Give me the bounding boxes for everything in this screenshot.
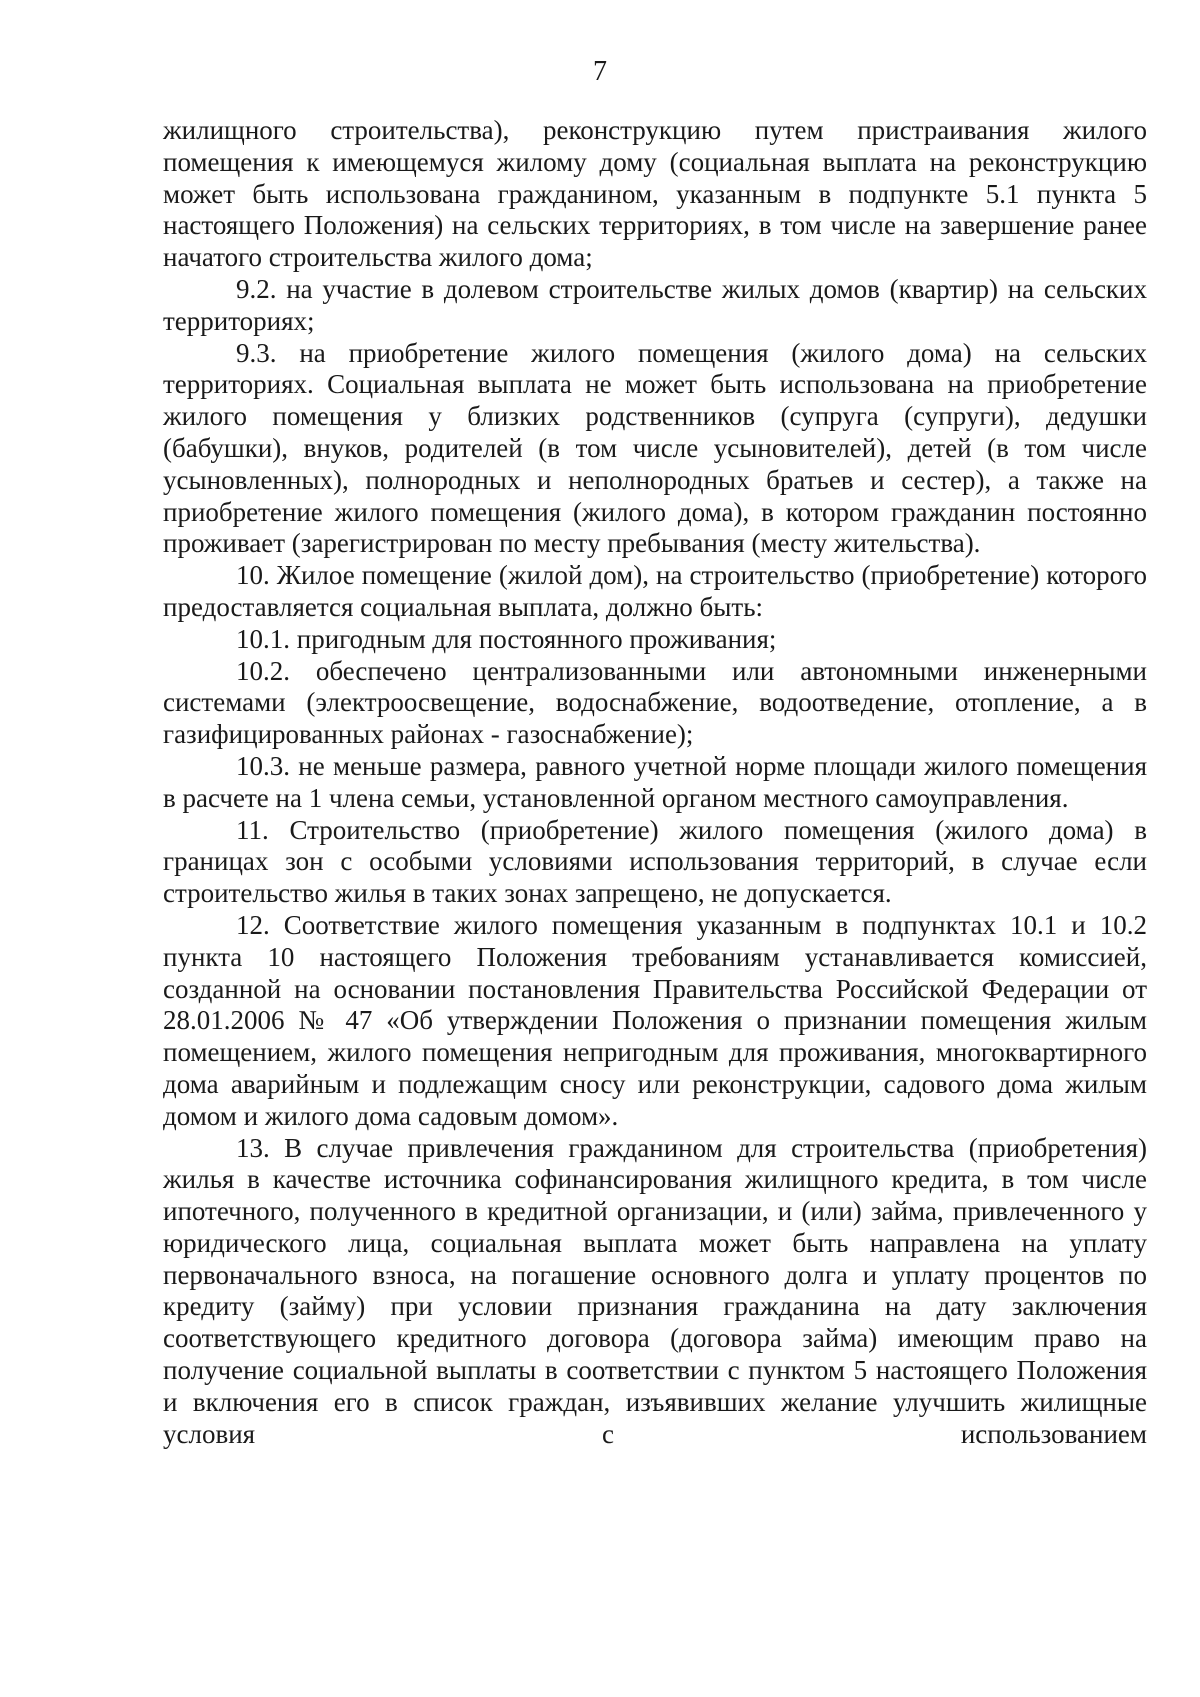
paragraph-9-3: 9.3. на приобретение жилого помещения (жилого дома) на сельских территориях. Социальная выплата не может быть использована на приобретение жилого помещения у близких родственников (супруга (супруги), дедушки (бабушки), внуков, родителей (в том числе усыновителей), детей (в том числе усыновленных), полнородных и неполнородных братьев и сестер), а также на приобретение жилого помещения (жилого дома), в котором гражданин постоянно проживает (зарегистрирован по месту пребывания (месту жительства). [163,337,1147,559]
paragraph-11: 11. Строительство (приобретение) жилого помещения (жилого дома) в границах зон с особыми условиями использования территорий, в случае если строительство жилья в таких зонах запрещено, не допускается. [163,814,1147,909]
paragraph-13: 13. В случае привлечения гражданином для строительства (приобретения) жилья в качестве источника софинансирования жилищного кредита, в том числе ипотечного, полученного в кредитной организации, и (или) займа, привлеченного у юридического лица, социальная выплата может быть направлена на уплату первоначального взноса, на погашение основного долга и уплату процентов по кредиту (займу) при условии признания гражданина на дату заключения соответствующего кредитного договора (договора займа) имеющим право на получение социальной выплаты в соответствии с пунктом 5 настоящего Положения и включения его в список граждан, изъявивших желание улучшить жилищные условия с использованием [163,1132,1147,1449]
paragraph-9-2: 9.2. на участие в долевом строительстве жилых домов (квартир) на сельских территориях; [163,273,1147,336]
paragraph-12: 12. Соответствие жилого помещения указанным в подпунктах 10.1 и 10.2 пункта 10 настоящего Положения требованиям устанавливается комиссией, созданной на основании постановления Правительства Российской Федерации от 28.01.2006 № 47 «Об утверждении Положения о признании помещения жилым помещением, жилого помещения непригодным для проживания, многоквартирного дома аварийным и подлежащим сносу или реконструкции, садового дома жилым домом и жилого дома садовым домом». [163,909,1147,1131]
document-body [163,115,1147,1450]
page-number: 7 [593,56,607,87]
paragraph-continuation: жилищного строительства), реконструкцию путем пристраивания жилого помещения к имеющемуся жилому дому (социальная выплата на реконструкцию может быть использована гражданином, указанным в подпункте 5.1 пункта 5 настоящего Положения) на сельских территориях, в том числе на завершение ранее начатого строительства жилого дома; [163,115,1147,273]
paragraph-10-1: 10.1. пригодным для постоянного проживания; [236,623,777,654]
paragraph-10-2: 10.2. обеспечено централизованными или автономными инженерными системами (электроосвещение, водоснабжение, водоотведение, отопление, а в газифицированных районах - газоснабжение); [163,655,1147,750]
paragraph-10: 10. Жилое помещение (жилой дом), на строительство (приобретение) которого предоставляется социальная выплата, должно быть: [163,560,1147,622]
paragraph-10-3: 10.3. не меньше размера, равного учетной норме площади жилого помещения в расчете на 1 члена семьи, установленной органом местного самоуправления. [163,750,1147,813]
